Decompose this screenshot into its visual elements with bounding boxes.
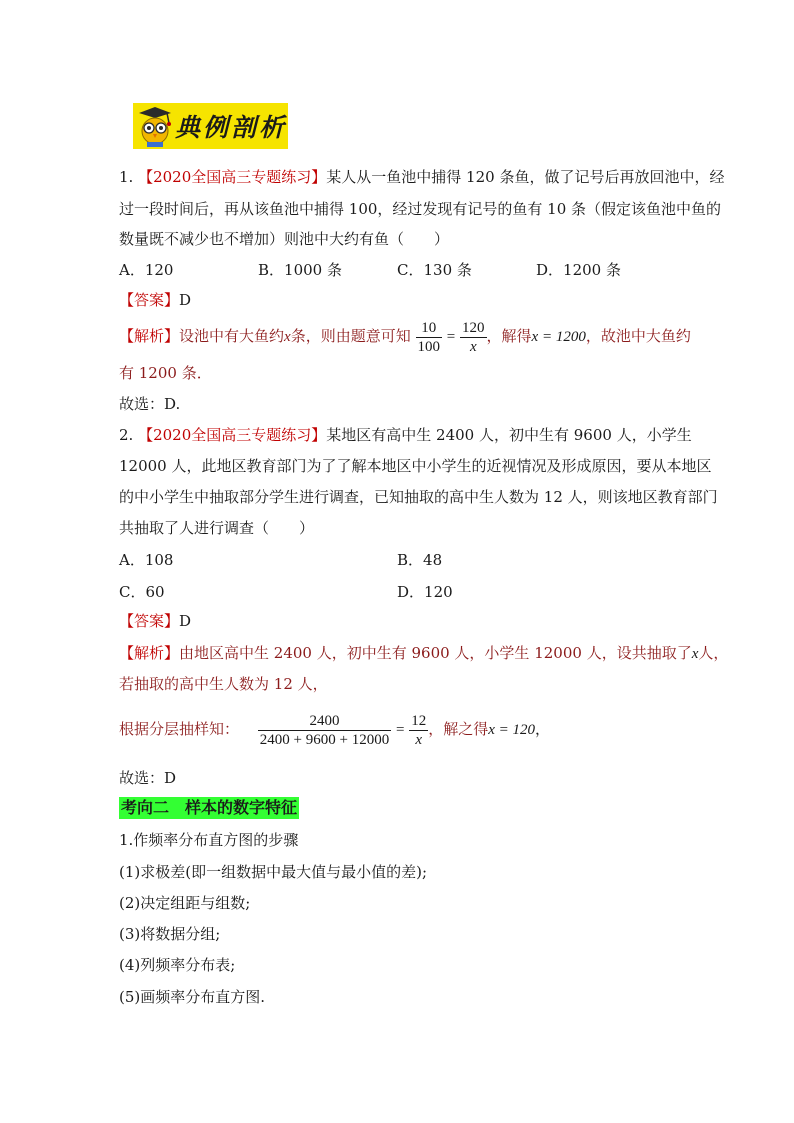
- q2-frac-den: 2400 + 9600 + 12000: [259, 731, 390, 748]
- q1-line-2: 过一段时间后，再从该鱼池中捕得 100，经过发现有记号的鱼有 10 条（假定该鱼池中鱼的: [119, 200, 722, 218]
- q2-analysis-text-1: 由地区高中生 2400 人，初中生有 9600 人，小学生 12000 人，设共抽取了: [179, 644, 692, 662]
- q2-line-1: [119, 425, 692, 445]
- q1-fraction-1: [416, 319, 443, 356]
- step-item-4: (4)列频率分布表;: [119, 956, 236, 974]
- q2-option-a: A．108: [119, 551, 174, 569]
- q2-answer-label: 【答案】: [119, 612, 180, 630]
- q1-analysis-tail: ，故池中大鱼约: [585, 327, 691, 345]
- q2-number: 2.: [119, 426, 134, 444]
- q1-conclusion: 故选：D.: [119, 395, 181, 413]
- step-item-1: (1)求极差(即一组数据中最大值与最小值的差);: [119, 863, 428, 881]
- q2-option-b: B．48: [397, 551, 443, 569]
- q1-line-1: [119, 167, 724, 187]
- q1-analysis-label: 【解析】: [119, 327, 180, 345]
- q2-frac2-den: x: [415, 731, 423, 748]
- q2-conclusion: 故选：D: [119, 769, 177, 787]
- q1-option-c: C．130 条: [397, 261, 472, 279]
- q1-frac2-den: x: [469, 338, 477, 355]
- q2-analysis-var: x: [691, 646, 699, 662]
- q1-answer-value: D: [179, 291, 192, 309]
- q1-option-d: D．1200 条: [536, 261, 621, 279]
- q1-analysis: [119, 318, 691, 356]
- q2-solve-expr: x = 120: [488, 722, 536, 738]
- q2-answer-value: D: [179, 612, 192, 630]
- step-item-5: (5)画频率分布直方图.: [119, 988, 266, 1006]
- q2-fraction-2: [409, 712, 428, 749]
- step-item-3: (3)将数据分组;: [119, 925, 221, 943]
- q2-line-2: 12000 人，此地区教育部门为了了解本地区中小学生的近视情况及形成原因，要从本地区: [119, 457, 712, 475]
- q2-analysis-line-1: [119, 643, 728, 664]
- q1-frac1-num: 10: [416, 319, 443, 338]
- q2-solve-pre: ，解之得: [428, 720, 489, 738]
- q1-text-1: 某人从一鱼池中捕得 120 条鱼，做了记号后再放回池中，经: [326, 168, 725, 186]
- q2-analysis-label: 【解析】: [119, 644, 180, 662]
- step-item-2: (2)决定组距与组数;: [119, 894, 251, 912]
- q1-answer: [119, 290, 191, 310]
- q1-line-3: 数量既不减少也不增加）则池中大约有鱼（ ）: [119, 230, 450, 248]
- section-heading: 1.作频率分布直方图的步骤: [119, 831, 299, 849]
- q1-analysis-solve: ，解得: [486, 327, 532, 345]
- q2-eq: =: [396, 722, 405, 738]
- q2-source: 【2020全国高三专题练习】: [138, 426, 327, 444]
- q1-frac2-num: 120: [462, 319, 485, 336]
- q1-option-b: B．1000 条: [258, 261, 342, 279]
- q2-frac-num: 2400: [258, 712, 391, 731]
- q2-line-4: 共抽取了人进行调查（ ）: [119, 519, 315, 537]
- q1-analysis-mid: 条，则由题意可知: [290, 327, 411, 345]
- q1-analysis-pre: 设池中有大鱼约: [179, 327, 285, 345]
- q2-option-d: D．120: [397, 583, 453, 601]
- q1-solve-expr: x = 1200: [531, 329, 586, 345]
- q1-frac1-den: 100: [417, 338, 440, 355]
- q2-option-c: C．60: [119, 583, 165, 601]
- q1-source: 【2020全国高三专题练习】: [138, 168, 327, 186]
- q2-analysis-line-2: 若抽取的高中生人数为 12 人，: [119, 675, 328, 693]
- example-banner: [133, 103, 288, 149]
- q2-line-3: 的中小学生中抽取部分学生进行调查，已知抽取的高中生人数为 12 人，则该地区教育部门: [119, 488, 718, 506]
- q1-option-a: A．120: [119, 261, 174, 279]
- q2-analysis-end: 人，: [698, 644, 729, 662]
- q1-analysis-line-2: 有 1200 条．: [119, 364, 212, 382]
- q2-solve-post: ，: [535, 720, 551, 738]
- q2-formula-line: [119, 708, 550, 751]
- q1-eq: =: [446, 329, 456, 345]
- banner-title: 典例剖析: [175, 113, 288, 142]
- owl-scholar-icon: [133, 103, 175, 149]
- q1-analysis-var: x: [284, 329, 291, 345]
- q2-rule-label: 根据分层抽样知：: [119, 720, 240, 738]
- q1-answer-label: 【答案】: [119, 291, 180, 309]
- section-title: 考向二 样本的数字特征: [121, 798, 298, 817]
- q2-answer: [119, 611, 191, 631]
- q2-fraction-1: [258, 712, 391, 749]
- q2-text-1: 某地区有高中生 2400 人，初中生有 9600 人，小学生: [326, 426, 692, 444]
- q1-fraction-2: [460, 319, 487, 356]
- q2-frac2-num: 12: [411, 712, 427, 729]
- q1-number: 1.: [119, 168, 134, 186]
